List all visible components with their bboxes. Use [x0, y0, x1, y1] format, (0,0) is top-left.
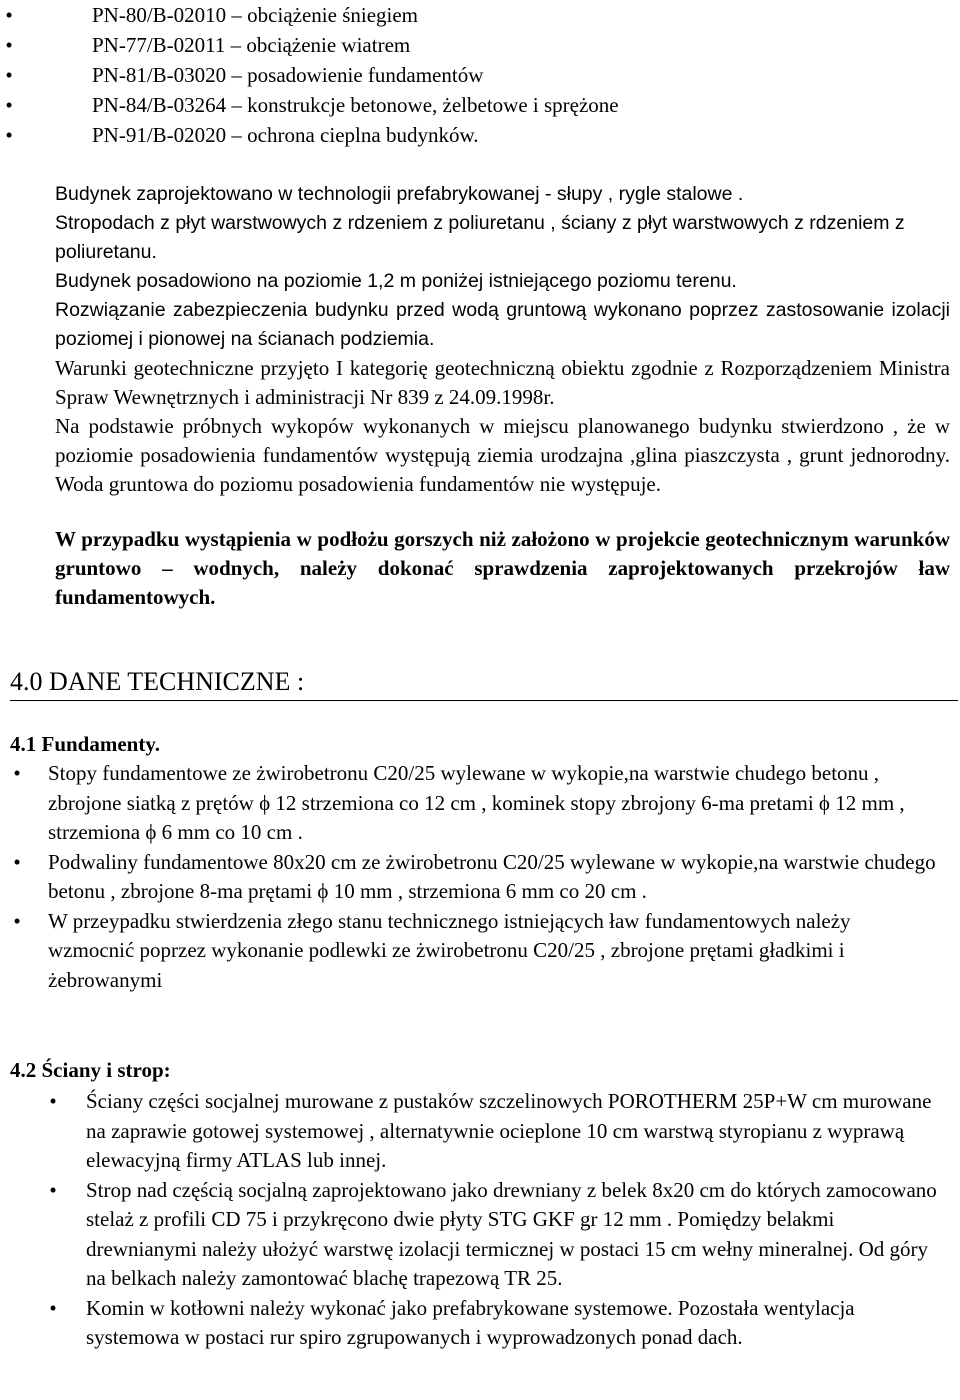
- bullet-icon: •: [5, 63, 13, 87]
- list-item: • W przeypadku stwierdzenia złego stanu technicznego istniejących ław fundamentowych należy wzmocnić poprzez wykonanie podlewki ze żwirobetronu C20/25 , zbrojone prętami gładkimi i żebrowanymi: [0, 907, 960, 996]
- list-item: • Strop nad częścią socjalną zaprojektowano jako drewniany z belek 8x20 cm do których zamocowano stelaż z profili CD 75 i przykręcono dwie płyty STG GKF gr 12 mm . Pomiędzy belakmi drewnianymi należy ułożyć warstwę izolacji termicznej w postaci 15 cm wełny mineralnej. Od góry na belkach należy zamontować blachę trapezową TR 25.: [0, 1176, 960, 1294]
- paragraph-warning: W przypadku wystąpienia w podłożu gorszych niż założono w projekcie geotechnicznym warunków gruntowo – wodnych, należy dokonać sprawdzenia zaprojektowanych przekrojów ław fundamentowych.: [55, 527, 950, 609]
- paragraph-roof-walls: Stropodach z płyt warstwowych z rdzeniem z poliuretanu , ściany z płyt warstwowych z rdzeniem z poliuretanu.: [55, 212, 905, 263]
- paragraph-soil-conditions: Na podstawie próbnych wykopów wykonanych w miejscu planowanego budynku stwierdzono , że w poziomie posadowienia fundamentów występują ziemia urodzajna ,glina piaszczysta , grunt jednorodny. Woda gruntowa do poziomu posadowienia fundamentów nie występuje.: [55, 414, 950, 496]
- bullet-icon: •: [49, 1089, 57, 1113]
- walls-list: [0, 1087, 960, 1353]
- bullet-icon: •: [13, 908, 21, 933]
- list-item: • Podwaliny fundamentowe 80x20 cm ze żwirobetronu C20/25 wylewane w wykopie,na warstwie chudego betonu , zbrojone 8-ma prętami ϕ 10 mm , strzemiona 6 mm co 20 cm .: [0, 848, 960, 907]
- list-item: • PN-80/B-02010 – obciążenie śniegiem: [0, 0, 960, 30]
- list-item: • Ściany części socjalnej murowane z pustaków szczelinowych POROTHERM 25P+W cm murowane na zaprawie gotowej systemowej , alternatywnie ocieplone 10 cm warstwą styropianu z wyprawą elewacyjną firmy ATLAS lub innej.: [0, 1087, 960, 1176]
- bullet-icon: •: [5, 3, 13, 27]
- list-item: • PN-81/B-03020 – posadowienie fundamentów: [0, 60, 960, 90]
- bullet-icon: •: [5, 33, 13, 57]
- paragraph-waterproofing: Rozwiązanie zabezpieczenia budynku przed wodą gruntową wykonano poprzez zastosowanie izolacji poziomej i pionowej na ścianach podziemia.: [55, 299, 950, 350]
- paragraph-technology: Budynek zaprojektowano w technologii prefabrykowanej - słupy , rygle stalowe .: [55, 183, 744, 205]
- foundations-list: [0, 759, 960, 995]
- paragraph-foundation-level: Budynek posadowiono na poziomie 1,2 m poniżej istniejącego poziomu terenu.: [55, 270, 737, 292]
- list-item: • Stopy fundamentowe ze żwirobetronu C20/25 wylewane w wykopie,na warstwie chudego betonu , zbrojone siatką z prętów ϕ 12 strzemiona co 12 cm , kominek stopy zbrojony 6-ma pretami ϕ 12 mm , strzemiona ϕ 6 mm co 10 cm .: [0, 759, 960, 848]
- bullet-icon: •: [49, 1177, 57, 1202]
- bullet-icon: •: [5, 123, 13, 147]
- list-item: • PN-84/B-03264 – konstrukcje betonowe, żelbetowe i sprężone: [0, 90, 960, 120]
- bullet-icon: •: [13, 761, 21, 785]
- subsection-title-foundations: 4.1 Fundamenty.: [10, 732, 160, 756]
- bullet-icon: •: [49, 1295, 57, 1320]
- paragraph-geotechnical: Warunki geotechniczne przyjęto I kategorię geotechniczną obiektu zgodnie z Rozporządzeniem Ministra Spraw Wewnętrznych i administracji Nr 839 z 24.09.1998r.: [55, 356, 950, 409]
- list-item: • PN-91/B-02020 – ochrona cieplna budynków.: [0, 120, 960, 150]
- list-item: • Komin w kotłowni należy wykonać jako prefabrykowane systemowe. Pozostała wentylacja systemowa w postaci rur spiro zgrupowanych i wyprowadzonych ponad dach.: [0, 1294, 960, 1353]
- list-item: • PN-77/B-02011 – obciążenie wiatrem: [0, 30, 960, 60]
- bullet-icon: •: [13, 849, 21, 874]
- bullet-icon: •: [5, 93, 13, 117]
- subsection-title-walls: 4.2 Ściany i strop:: [10, 1058, 171, 1082]
- standards-list: [0, 0, 960, 150]
- section-title: 4.0 DANE TECHNICZNE :: [10, 664, 958, 701]
